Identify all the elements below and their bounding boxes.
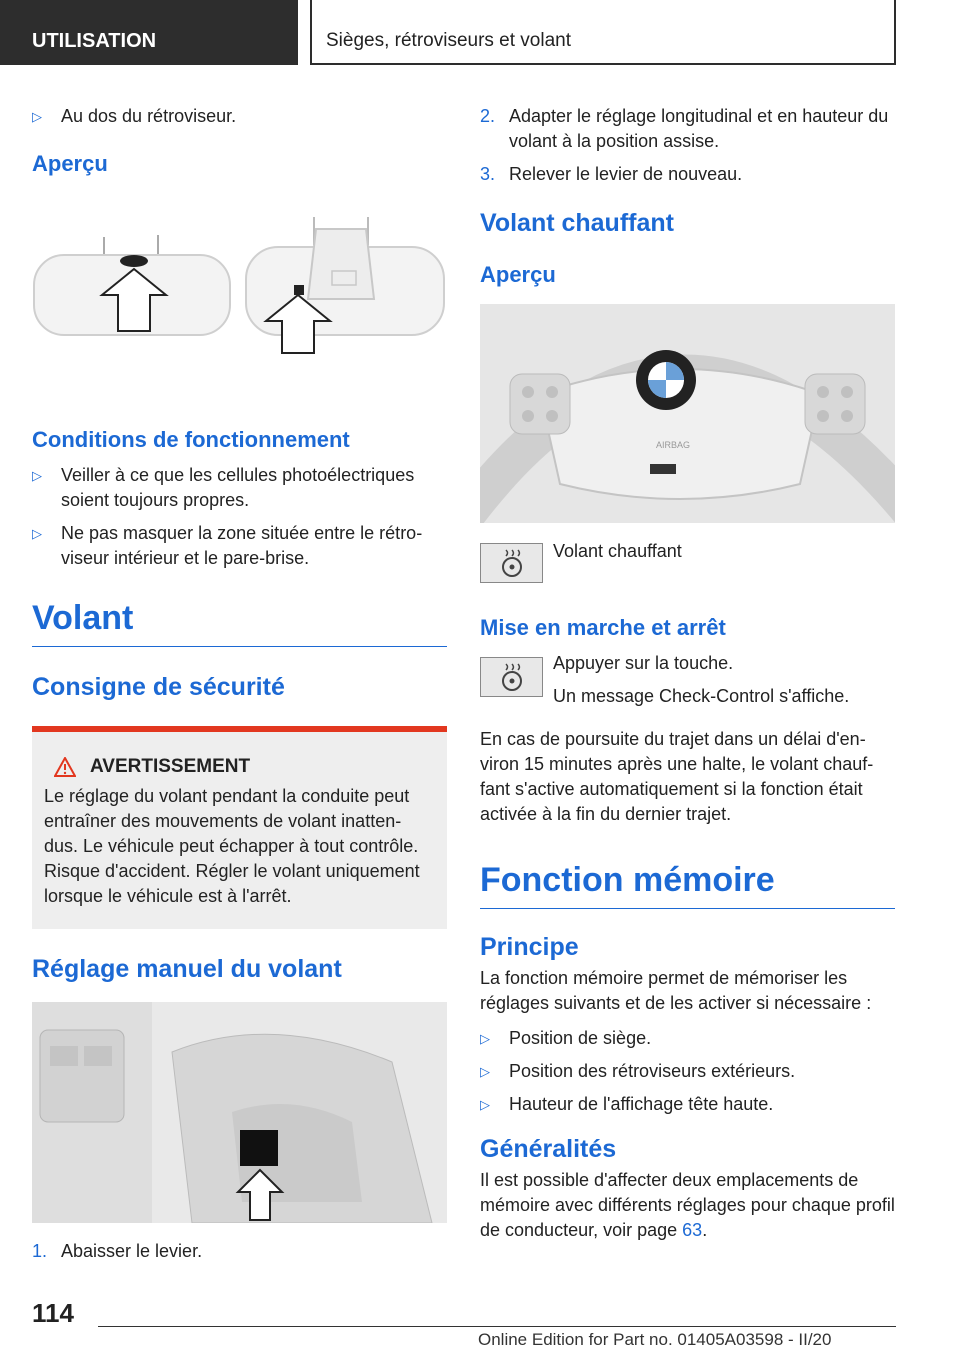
list-item: ▷ Position de siège. [480, 1026, 895, 1051]
page-link[interactable]: 63 [682, 1220, 703, 1240]
marche-heading: Mise en marche et arrêt [480, 615, 726, 640]
heated-steering-wheel-icon [495, 662, 529, 692]
footer-divider [98, 1326, 896, 1327]
generalites-paragraph: Il est possible d'affecter deux emplacements de mémoire avec différents réglages pour chaque profil de conducteur, voir page 63. [480, 1170, 895, 1240]
conditions-heading: Conditions de fonctionnement [32, 427, 350, 452]
rearview-mirror-illustration [32, 215, 447, 385]
mirror-figure [32, 215, 447, 385]
left-column [32, 100, 447, 1272]
poursuite-paragraph: En cas de poursuite du trajet dans un délai d'en-viron 15 minutes après une halte, le volant chauf-fant s'active automatiquement si la fonction était activée à la fin du dernier trajet. [480, 729, 874, 824]
triangle-bullet-icon: ▷ [480, 1031, 490, 1046]
triangle-bullet-icon: ▷ [32, 468, 42, 483]
page-number: 114 [32, 1298, 74, 1328]
list-item: ▷ Ne pas masquer la zone située entre le rétro-viseur intérieur et le pare-brise. [32, 521, 447, 571]
triangle-bullet-icon: ▷ [32, 526, 42, 541]
marche-text: Appuyer sur la touche. Un message Check-Control s'affiche. [553, 653, 850, 706]
warning-title: AVERTISSEMENT [54, 756, 435, 778]
volant-heading: Volant [32, 599, 447, 647]
warning-text: Le réglage du volant pendant la conduite peut entraîner des mouvements de volant inatten-dus. Le véhicule peut échapper à tout contrôle. Risque d'accident. Régler le volant uniquement lorsque le véhicule est à l'arrêt. [44, 786, 420, 906]
securite-heading: Consigne de sécurité [32, 673, 285, 701]
steering-wheel-figure [480, 304, 895, 523]
generalites-heading: Généralités [480, 1135, 617, 1163]
list-item: ▷ Veiller à ce que les cellules photoélectriques soient toujours propres. [32, 463, 447, 513]
heated-steering-wheel-icon [495, 548, 529, 578]
step-item: 2. Adapter le réglage longitudinal et en hauteur du volant à la position assise. [480, 106, 889, 151]
list-item: ▷ Au dos du rétroviseur. [32, 104, 447, 129]
step-item: 1. Abaisser le levier. [32, 1241, 203, 1261]
steering-wheel-illustration [480, 304, 895, 523]
button-row [480, 543, 895, 583]
heated-wheel-button-image [480, 543, 543, 583]
apercu-heading: Aperçu [480, 262, 556, 287]
memoire-heading: Fonction mémoire [480, 861, 895, 909]
triangle-bullet-icon: ▷ [32, 109, 42, 124]
reglage-heading: Réglage manuel du volant [32, 955, 342, 983]
step-item: 3. Relever le levier de nouveau. [480, 164, 743, 184]
button-row [480, 651, 895, 709]
chauffant-heading: Volant chauffant [480, 209, 674, 237]
header-section-tab: UTILISATION [0, 0, 298, 65]
heated-wheel-button-image [480, 657, 543, 697]
warning-triangle-icon [54, 757, 76, 777]
airbag-badge: AIRBAG [656, 440, 691, 450]
header-chapter-title: Sièges, rétroviseurs et volant [310, 0, 896, 65]
warning-box [32, 726, 447, 929]
apercu-heading: Aperçu [32, 151, 108, 176]
triangle-bullet-icon: ▷ [480, 1064, 490, 1079]
principe-heading: Principe [480, 933, 579, 961]
triangle-bullet-icon: ▷ [480, 1097, 490, 1112]
steering-lever-illustration [32, 1002, 447, 1223]
footer-edition: Online Edition for Part no. 01405A03598 - II/20 [478, 1330, 832, 1349]
principe-paragraph: La fonction mémoire permet de mémoriser les réglages suivants et de les activer si nécessaire : [480, 968, 872, 1013]
steering-lever-figure [32, 1002, 447, 1223]
list-item: ▷ Hauteur de l'affichage tête haute. [480, 1092, 895, 1117]
right-column [480, 100, 895, 1243]
list-item: ▷ Position des rétroviseurs extérieurs. [480, 1059, 895, 1084]
button-caption: Volant chauffant [553, 541, 682, 561]
